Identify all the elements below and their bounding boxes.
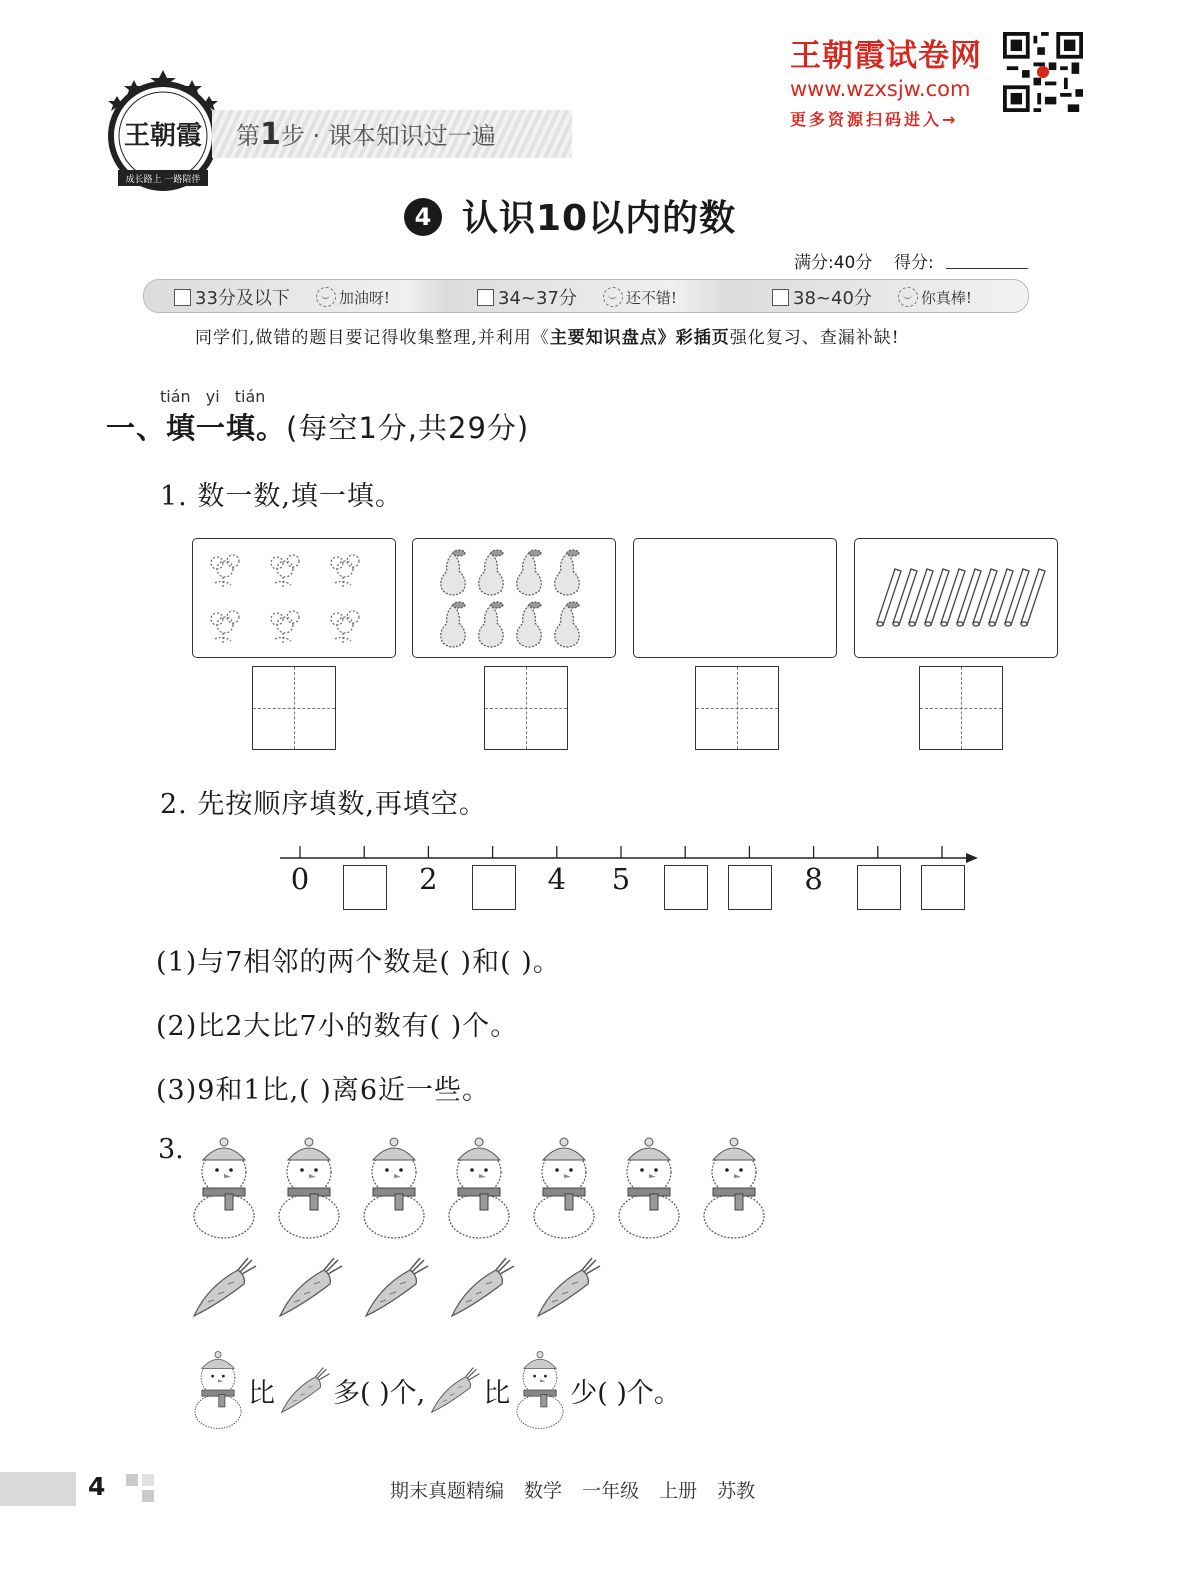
- brand-block: [790, 30, 1000, 130]
- answer-box-2[interactable]: [484, 666, 568, 750]
- level-2-range: 34~37分: [498, 288, 577, 309]
- level-1: [174, 284, 390, 310]
- section-pinyin: tián yi tián: [160, 387, 266, 406]
- step-prefix: 第: [236, 122, 260, 150]
- footer-decoration: [126, 1474, 156, 1504]
- level-3-range: 38~40分: [793, 288, 872, 309]
- snowman-icon: [616, 1136, 682, 1240]
- question-3-label: 3.: [158, 1134, 184, 1165]
- reminder-after: 强化复习、查漏补缺!: [729, 328, 900, 348]
- level-2-checkbox[interactable]: [477, 289, 494, 306]
- number-line-blank[interactable]: [664, 865, 708, 910]
- count-panel-empty: [633, 538, 837, 658]
- brand-url[interactable]: www.wzxsjw.com: [790, 77, 971, 101]
- more-blank-text[interactable]: 多( )个,: [333, 1377, 426, 1409]
- stick-group-icon: [855, 539, 1057, 657]
- level-2-comment: 还不错!: [625, 288, 677, 307]
- footer-band: [0, 1472, 76, 1506]
- score-levels-bar: [143, 279, 1029, 313]
- level-1-comment: 加油呀!: [338, 288, 390, 307]
- level-3-checkbox[interactable]: [772, 289, 789, 306]
- step-number: 1: [260, 117, 281, 152]
- footer-text: 期末真题精编 数学 一年级 上册 苏教: [390, 1480, 756, 1502]
- snowman-icon: [191, 1136, 257, 1240]
- compare-word-2: 比: [483, 1377, 511, 1409]
- flower-group-icon: [193, 539, 395, 657]
- section-title: [106, 406, 529, 447]
- qr-code-icon[interactable]: [1003, 32, 1083, 112]
- reminder-before: 同学们,做错的题目要记得收集整理,并利用《: [195, 328, 550, 348]
- reminder-text: [195, 323, 900, 348]
- logo-text: 王朝霞: [123, 121, 203, 151]
- carrot-icon: [274, 1252, 344, 1322]
- question-1-label: 1. 数一数,填一填。: [160, 481, 403, 512]
- count-panel-flowers: [192, 538, 396, 658]
- number-line-label: 8: [804, 862, 823, 896]
- snowman-icon: [512, 1350, 568, 1430]
- number-line-label: 5: [611, 862, 631, 896]
- step-banner: [236, 116, 496, 152]
- logo-ribbon: 成长路上 一路陪伴: [125, 175, 201, 185]
- reminder-bold: 主要知识盘点》彩插页: [549, 328, 730, 348]
- section-title-text: 一、填一填。: [106, 411, 287, 445]
- sub-question-2[interactable]: (2)比2大比7小的数有( )个。: [156, 1011, 519, 1042]
- sub-question-3[interactable]: (3)9和1比,( )离6近一些。: [156, 1075, 491, 1106]
- carrot-icon: [532, 1252, 602, 1322]
- smile-face-icon: [603, 287, 623, 307]
- score-label: 得分:: [893, 253, 934, 273]
- comparison-sentence: [190, 1350, 683, 1430]
- level-1-checkbox[interactable]: [174, 289, 191, 306]
- pear-group-icon: [413, 539, 615, 657]
- compare-word-1: 比: [248, 1377, 275, 1409]
- number-line-blank[interactable]: [857, 865, 901, 910]
- smile-face-icon: [316, 287, 336, 307]
- snowman-icon: [531, 1136, 597, 1240]
- level-3: [772, 284, 972, 310]
- question-2-label: 2. 先按顺序填数,再填空。: [160, 789, 487, 820]
- step-suffix: 步 · 课本知识过一遍: [280, 122, 496, 150]
- carrot-icon: [277, 1363, 331, 1417]
- answer-box-3[interactable]: [695, 666, 779, 750]
- number-line-blank[interactable]: [343, 865, 387, 910]
- snowman-icon: [701, 1136, 767, 1240]
- section-score-note: (每空1分,共29分): [286, 411, 530, 445]
- snowman-icon: [190, 1350, 246, 1430]
- full-score: 满分:40分: [794, 253, 873, 273]
- number-line-label: 2: [419, 862, 438, 896]
- number-line-label: 0: [290, 862, 310, 896]
- score-row: [794, 248, 934, 273]
- snowman-icon: [446, 1136, 512, 1240]
- page-number: 4: [88, 1472, 106, 1501]
- number-line-blank[interactable]: [472, 865, 516, 910]
- number-line-blank[interactable]: [921, 865, 965, 910]
- number-line-label: 4: [547, 862, 567, 896]
- number-line-blank[interactable]: [728, 865, 772, 910]
- sub-question-1[interactable]: (1)与7相邻的两个数是( )和( )。: [156, 947, 561, 978]
- count-panel-pears: [412, 538, 616, 658]
- answer-box-4[interactable]: [919, 666, 1003, 750]
- lesson-number-badge: 4: [404, 198, 442, 236]
- score-blank[interactable]: [946, 268, 1028, 269]
- carrot-icon: [188, 1252, 258, 1322]
- less-blank-text[interactable]: 少( )个。: [570, 1377, 681, 1409]
- answer-box-1[interactable]: [252, 666, 336, 750]
- carrot-icon: [446, 1252, 516, 1322]
- publisher-logo: [104, 66, 222, 196]
- page-title: 认识10以内的数: [462, 198, 737, 239]
- level-2: [477, 284, 677, 310]
- snowman-icon: [276, 1136, 342, 1240]
- carrot-icon: [360, 1252, 430, 1322]
- level-3-comment: 你真棒!: [920, 288, 972, 307]
- smile-face-icon: [898, 287, 918, 307]
- scan-prompt: 更多资源扫码进入→: [790, 110, 959, 129]
- snowman-icon: [361, 1136, 427, 1240]
- count-panel-sticks: [854, 538, 1058, 658]
- carrot-icon: [427, 1363, 481, 1417]
- level-1-range: 33分及以下: [195, 288, 290, 309]
- brand-name: 王朝霞试卷网: [790, 38, 982, 74]
